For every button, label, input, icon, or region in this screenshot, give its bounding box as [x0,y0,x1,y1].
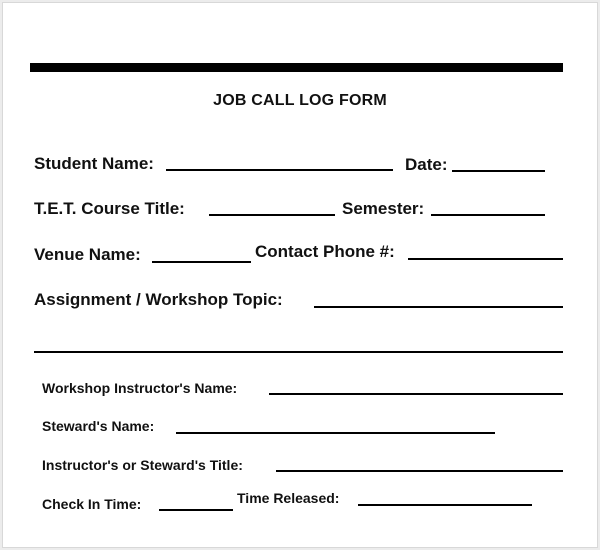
venue-name-field[interactable] [152,261,251,263]
venue-name-label: Venue Name: [34,245,141,264]
semester-field[interactable] [431,214,545,216]
steward-name-label: Steward's Name: [42,418,155,434]
time-released-field[interactable] [358,504,532,506]
assignment-topic-continuation-field[interactable] [34,351,563,353]
student-name-field[interactable] [166,169,393,171]
instructor-steward-title-field[interactable] [276,470,563,472]
instructor-name-label: Workshop Instructor's Name: [42,380,238,396]
steward-name-field[interactable] [176,432,495,434]
assignment-topic-field[interactable] [314,306,563,308]
contact-phone-label: Contact Phone #: [255,242,395,261]
check-in-time-field[interactable] [159,509,233,511]
instructor-steward-title-label: Instructor's or Steward's Title: [42,457,243,473]
course-title-label: T.E.T. Course Title: [34,199,185,218]
header-rule [30,63,563,72]
contact-phone-field[interactable] [408,258,563,260]
date-label: Date: [405,155,448,174]
course-title-field[interactable] [209,214,335,216]
semester-label: Semester: [342,199,425,218]
assignment-topic-label: Assignment / Workshop Topic: [34,290,283,309]
form-title: JOB CALL LOG FORM [213,92,387,109]
student-name-label: Student Name: [34,154,154,173]
check-in-time-label: Check In Time: [42,496,142,512]
time-released-label: Time Released: [237,490,340,506]
instructor-name-field[interactable] [269,393,563,395]
date-field[interactable] [452,170,545,172]
